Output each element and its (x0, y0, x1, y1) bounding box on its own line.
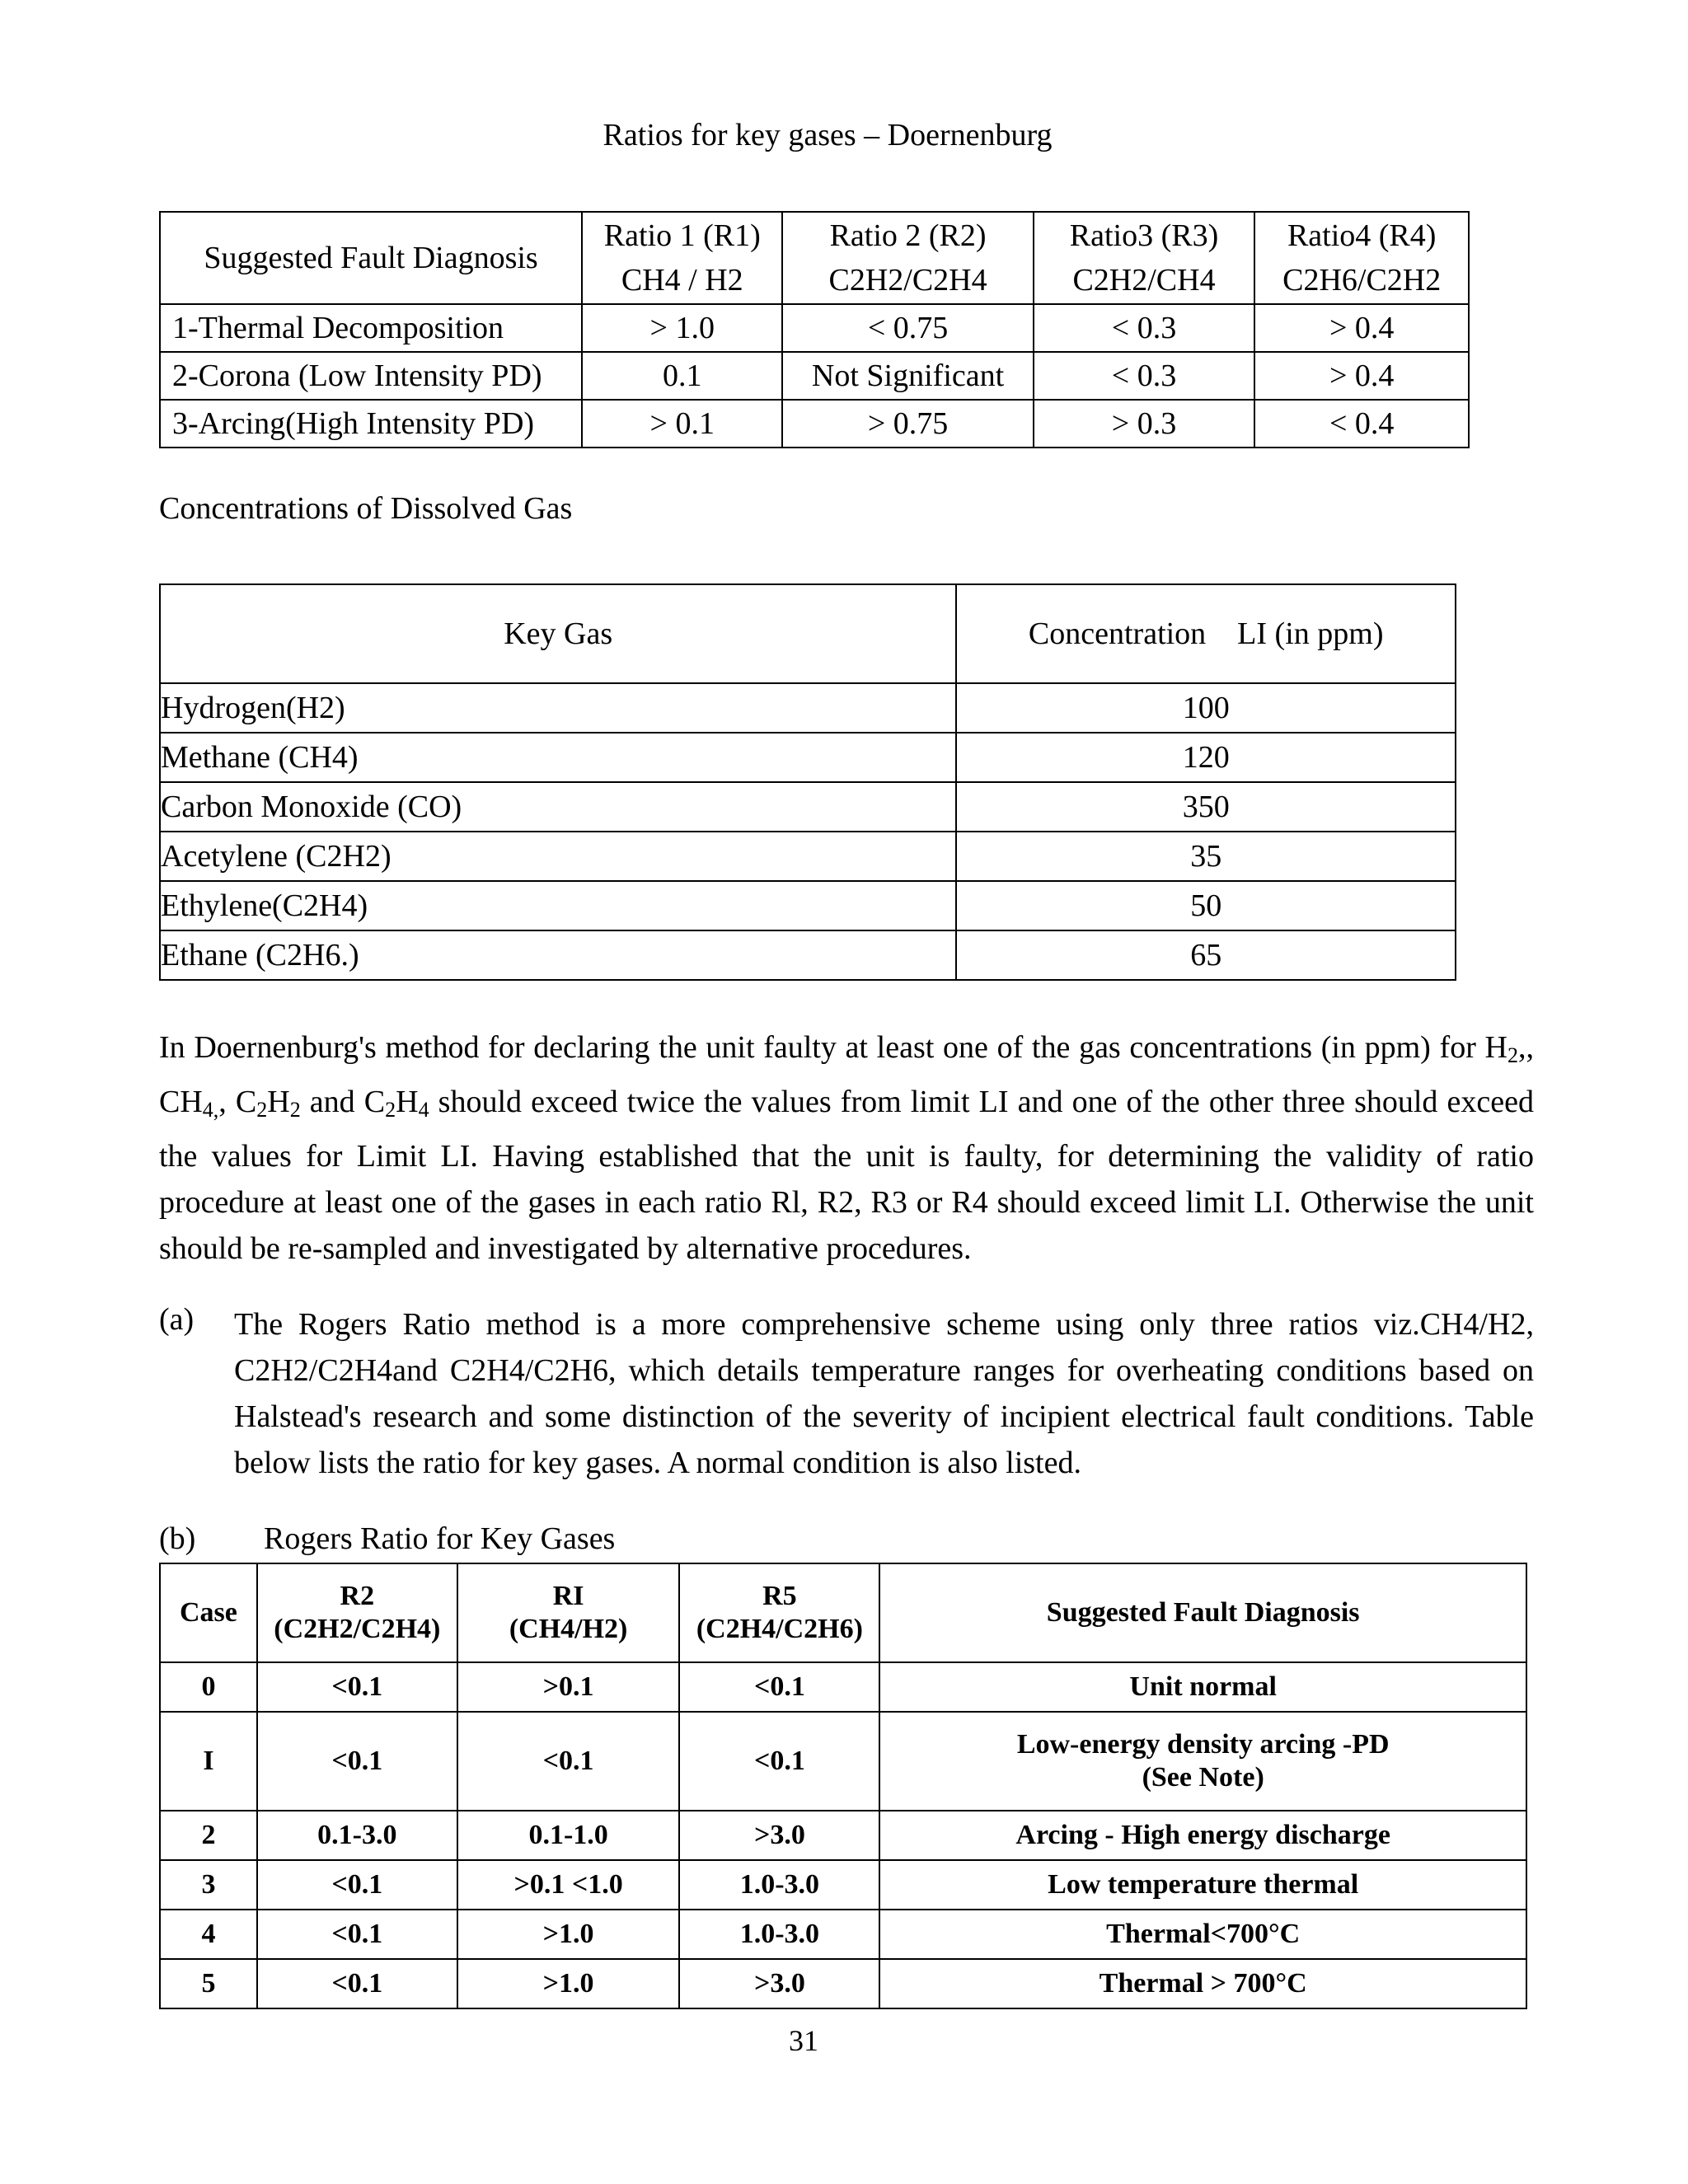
table-cell: Hydrogen(H2) (160, 683, 956, 733)
table-row (160, 782, 1456, 832)
table-cell: < 0.3 (1034, 352, 1255, 400)
table-cell: 1.0-3.0 (679, 1860, 879, 1910)
table-cell: 0.1-1.0 (457, 1811, 680, 1860)
table-row (160, 881, 1456, 930)
table-row (160, 930, 1456, 980)
page-title: Ratios for key gases – Doernenburg (603, 118, 1053, 152)
table-row (160, 352, 1469, 400)
table-cell: 50 (956, 881, 1456, 930)
table-cell: Carbon Monoxide (CO) (160, 782, 956, 832)
table-cell: 0.1-3.0 (257, 1811, 457, 1860)
table-cell: < 0.3 (1034, 304, 1255, 352)
table-cell: 0 (160, 1662, 257, 1712)
table-cell: 4 (160, 1910, 257, 1959)
rogers-ratio-table (159, 1563, 1527, 2009)
table-cell: >3.0 (679, 1959, 879, 2008)
rogers-description: The Rogers Ratio method is a more comprehensive scheme using only three ratios viz.CH4/H2, C2H2/C2H4and C2H4/C2H6, which details temperature ranges for overheating conditions based on Halstead's research and some distinction of the severity of incipient electrical fault conditions. Table below lists the ratio for key gases. A normal condition is also listed. (234, 1307, 1534, 1480)
item-label-b: (b) (159, 1521, 196, 1556)
table-cell: 3-Arcing(High Intensity PD) (160, 400, 582, 448)
header-cell: Ratio 1 (R1) CH4 / H2 (582, 212, 782, 304)
header-cell: Case (160, 1563, 257, 1662)
header-cell: R5 (C2H4/C2H6) (679, 1563, 879, 1662)
table-cell: > 0.1 (582, 400, 782, 448)
table-cell: <0.1 (257, 1910, 457, 1959)
table-header-row (160, 212, 1469, 304)
table-cell: 1.0-3.0 (679, 1910, 879, 1959)
table-row (160, 683, 1456, 733)
table-cell: 35 (956, 832, 1456, 881)
table-cell: Not Significant (782, 352, 1033, 400)
table-cell: 350 (956, 782, 1456, 832)
page-number: 31 (789, 2024, 818, 2057)
table-cell: <0.1 (679, 1662, 879, 1712)
table-cell: Low-energy density arcing -PD (See Note) (879, 1712, 1526, 1811)
table-cell: 100 (956, 683, 1456, 733)
table-cell: Low temperature thermal (879, 1860, 1526, 1910)
header-cell: Ratio 2 (R2) C2H2/C2H4 (782, 212, 1033, 304)
table-cell: >1.0 (457, 1910, 680, 1959)
table-cell: Arcing - High energy discharge (879, 1811, 1526, 1860)
header-cell: Ratio4 (R4) C2H6/C2H2 (1254, 212, 1469, 304)
table-cell: <0.1 (257, 1662, 457, 1712)
header-cell: RI (CH4/H2) (457, 1563, 680, 1662)
table-cell: Ethane (C2H6.) (160, 930, 956, 980)
table-cell: I (160, 1712, 257, 1811)
table-cell: 2-Corona (Low Intensity PD) (160, 352, 582, 400)
concentration-table (159, 583, 1456, 981)
table-cell: <0.1 (457, 1712, 680, 1811)
header-cell: Suggested Fault Diagnosis (160, 212, 582, 304)
table-header-row (160, 1563, 1526, 1662)
table-cell: >3.0 (679, 1811, 879, 1860)
doernenburg-paragraph: In Doernenburg's method for declaring the unit faulty at least one of the gas concentrations (in ppm) for $H_2$,, $CH_{4,}$, $C_2H_2$ and $C_2H_4$ should exceed twice the values from limit LI and one of the other three should exceed the values for Limit LI. Having established that the unit is faulty, for determining the validity of ratio procedure at least one of the gases in each ratio Rl, R2, R3 or R4 should exceed limit LI. Otherwise the unit should be re-sampled and investigated by alternative procedures. (159, 1030, 1534, 1266)
table-cell: Thermal<700°C (879, 1910, 1526, 1959)
table-cell: Methane (CH4) (160, 733, 956, 782)
table-cell: Ethylene(C2H4) (160, 881, 956, 930)
table-cell: <0.1 (257, 1959, 457, 2008)
header-cell: Suggested Fault Diagnosis (879, 1563, 1526, 1662)
header-cell: R2 (C2H2/C2H4) (257, 1563, 457, 1662)
table-cell: 65 (956, 930, 1456, 980)
table-cell: 3 (160, 1860, 257, 1910)
table-cell: <0.1 (257, 1712, 457, 1811)
table-cell: >0.1 <1.0 (457, 1860, 680, 1910)
table-row (160, 733, 1456, 782)
table-row (160, 1662, 1526, 1712)
table-cell: 0.1 (582, 352, 782, 400)
table-cell: <0.1 (679, 1712, 879, 1811)
table-cell: Acetylene (C2H2) (160, 832, 956, 881)
table-cell: Unit normal (879, 1662, 1526, 1712)
table-row (160, 1860, 1526, 1910)
table-cell: <0.1 (257, 1860, 457, 1910)
header-cell: Concentration LI (in ppm) (956, 584, 1456, 683)
table-row (160, 304, 1469, 352)
table-cell: > 1.0 (582, 304, 782, 352)
section-heading: Concentrations of Dissolved Gas (159, 491, 573, 526)
table-cell: 1-Thermal Decomposition (160, 304, 582, 352)
table-row (160, 832, 1456, 881)
doernenburg-table (159, 211, 1470, 448)
table-header-row (160, 584, 1456, 683)
table-row (160, 1712, 1526, 1811)
table-cell: >0.1 (457, 1662, 680, 1712)
table-cell: 2 (160, 1811, 257, 1860)
table-row (160, 1811, 1526, 1860)
table-cell: < 0.4 (1254, 400, 1469, 448)
header-cell: Key Gas (160, 584, 956, 683)
table-row (160, 1959, 1526, 2008)
rogers-table-title: Rogers Ratio for Key Gases (264, 1521, 616, 1556)
header-cell: Ratio3 (R3) C2H2/CH4 (1034, 212, 1255, 304)
table-cell: > 0.75 (782, 400, 1033, 448)
table-cell: >1.0 (457, 1959, 680, 2008)
table-row (160, 400, 1469, 448)
table-row (160, 1910, 1526, 1959)
table-cell: > 0.3 (1034, 400, 1255, 448)
table-cell: > 0.4 (1254, 352, 1469, 400)
table-cell: 120 (956, 733, 1456, 782)
table-cell: > 0.4 (1254, 304, 1469, 352)
item-label-a: (a) (159, 1302, 195, 1337)
table-cell: 5 (160, 1959, 257, 2008)
table-cell: < 0.75 (782, 304, 1033, 352)
table-cell: Thermal > 700°C (879, 1959, 1526, 2008)
